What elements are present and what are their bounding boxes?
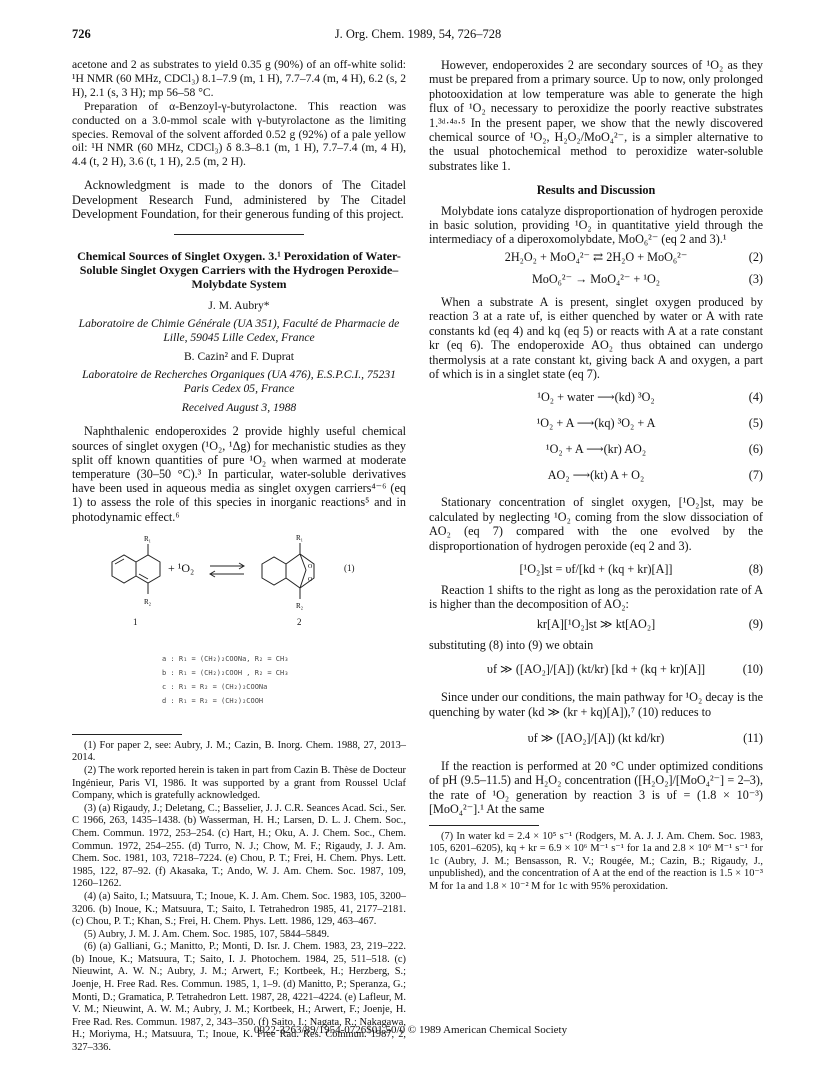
equation: [¹O₂]st = υf/[kd + (kq + kr)[A]] (8) [519,561,763,576]
body-paragraph: substituting (8) into (9) we obtain [429,637,594,652]
footnote: (5) Aubry, J. M. J. Am. Chem. Soc. 1985, 107, 5844–5849. [84,928,330,940]
equation: ¹O₂ + water ⟶(kd) ³O₂ (4) [537,390,763,405]
svg-text:R₁: R₁ [296,533,304,542]
equation: kr[A][¹O₂]st ≫ kt[AO₂] (9) [536,616,763,631]
previous-article-paragraph: acetone and 2 as substrates to yield 0.35 g (90%) of an off-white solid: ¹H NMR (60 MHz, CDCl₃) 8.1–7.9 (m, 1 H), 7.7–7.4 (m, 4 H), 6.2 (s, 2 H), 2.1 (s, 3 H); mp 56–58 °C. [72,58,406,99]
footnote: (2) The work reported herein is taken in part from Cazin B. Thèse de Docteur Ingénieur, Paris VI, 1986. It was supported by a grant from Roussel Uclaf Company, which is gratefully acknowledged. [72,764,406,802]
article-title: Chemical Sources of Singlet Oxygen. 3.¹ Peroxidation of Water-Soluble Singlet Oxygen Carriers with the Hydrogen Peroxide–Molybdate System [77,249,401,292]
compound-definition: b : R₁ = (CH₂)₂COOH , R₂ = CH₃ [162,668,289,677]
acknowledgment: Acknowledgment is made to the donors of The Citadel Development Research Fund, administered by The Citadel Development Foundation, for their generous funding of this project. [72,178,406,222]
compound-list [162,652,406,708]
equation-number: (1) [344,562,355,573]
author: B. Cazin² and F. Duprat [183,349,295,363]
svg-text:R₂: R₂ [144,597,152,606]
svg-text:R₁: R₁ [144,534,152,543]
article-divider [174,234,304,235]
svg-text:R₂: R₂ [296,601,304,610]
reaction-scheme [72,532,406,652]
equation: 2H₂O₂ + MoO₄²⁻ ⇄ 2H₂O + MoO₆²⁻ (2) [504,249,763,264]
compound-label: 1 [133,616,138,627]
page-header [72,27,764,43]
footnote-divider [72,734,182,735]
body-paragraph: Molybdate ions catalyze disproportionation of hydrogen peroxide in basic solution, providing ¹O₂ in quantitative yield through the intermediacy of a diperoxomolybdate, MoO₆²⁻ (eq 2 and 3).¹ [429,203,763,247]
footnote-divider [429,825,539,826]
compound-definition: d : R₁ = R₂ = (CH₂)₂COOH [162,696,264,705]
left-column [72,58,406,1055]
equation: AO₂ ⟶(kt) A + O₂ (7) [547,468,763,483]
page-number: 726 [72,27,91,41]
footnote: (6) (a) Galliani, G.; Manitto, P.; Monti, D. Isr. J. Chem. 1983, 23, 219–222. (b) Inoue, K.; Matsuura, T.; Saito, I. J. Photochem. 1984, 25, 511–518. (c) Nieuwint, A. W. N.; Aubry, J. M.; Arwert, F.; Kortbeek, H.; Herzberg, S.; Joenje, H. Free Rad. Res. Commun. 1985, 1, 1–9. (d) Manitto, P.; Speranza, G.; Monti, D.; Gramatica, P. Tetrahedron Lett. 1987, 28, 4221–4224. (e) Lafleur, M. V. M.; Nieuwint, A. W. M.; Aubry, J. M.; Kortbeek, H.; Arwert, F.; Joenje, H. Free Rad. Res. Commun. 1987, 2, 343–350. (f) Saito, I.; Nagata, R.; Nakagawa, H.; Moriyma, H.; Matsuura, T.; Inoue, K. Free Rad. Res. Commun. 1987, 2, 327–336. [72,941,406,1054]
compound-definition: c : R₁ = R₂ = (CH₂)₂COONa [162,682,268,691]
footnote: (7) In water kd = 2.4 × 10⁵ s⁻¹ (Rodgers, M. A. J. J. Am. Chem. Soc. 1983, 105, 6201–6205), kq + kr = 6.9 × 10⁶ M⁻¹ s⁻¹ for 1a and 2.8 × 10⁶ M⁻¹ s⁻¹ for 1c (Aubry, J. M.; Bensasson, R. V.; Rougée, M.; Cazin, B.; Rigaudy, J., unpublished), and the concentration of A at the end of the reaction is 1.5 × 10⁻³ M for 1a and 1.8 × 10⁻² M for 1c with 95% peroxidation. [429,830,763,892]
body-paragraph: Reaction 1 shifts to the right as long as the peroxidation rate of A is higher than the decomposition of AO₂: [429,582,763,612]
affiliation: Laboratoire de Recherches Organiques (UA 476), E.S.P.C.I., 75231 Paris Cedex 05, France [82,367,396,395]
equation: ¹O₂ + A ⟶(kq) ³O₂ + A (5) [536,416,763,431]
previous-article-paragraph: Preparation of α-Benzoyl-γ-butyrolactone. This reaction was conducted on a 3.0-mmol scale with γ-butyrolactone as the limiting species. Removal of the solvent afforded 0.52 g (92%) of a pale yellow oil: ¹H NMR (60 MHz, CDCl₃) δ 8.3–8.1 (m, 1 H), 7.7–7.4 (m, 4 H), 4.4 (t, 2 H), 3.6 (t, 1 H), 2.5 (m, 2 H). [72,99,406,169]
svg-text:O: O [308,576,313,583]
svg-text:O: O [308,563,313,570]
equation: MoO₆²⁻ → MoO₄²⁻ + ¹O₂ (3) [531,271,763,286]
received-date: Received August 3, 1988 [181,401,297,415]
page-footer: 0022-3263/89/1954-0726$01.50/0 © 1989 American Chemical Society [253,1024,568,1036]
affiliation: Laboratoire de Chimie Générale (UA 351), Faculté de Pharmacie de Lille, 59045 Lille Cedex, France [78,316,400,344]
section-heading: Results and Discussion [536,183,656,198]
body-paragraph: Since under our conditions, the main pathway for ¹O₂ decay is the quenching by water (kd ≫ (kr + kq)[A]),⁷ (10) reduces to [429,690,763,719]
compound-label: 2 [297,616,302,627]
journal-reference: J. Org. Chem. 1989, 54, 726–728 [334,27,502,41]
right-column [429,58,763,894]
equation: ¹O₂ + A ⟶(kr) AO₂ (6) [545,442,763,457]
intro-paragraph: Naphthalenic endoperoxides 2 provide highly useful chemical sources of singlet oxygen (¹O₂, ¹Δg) for mechanistic studies as they split off known quantities of pure ¹O₂ when warmed at moderate temperature (30–50 °C).³ In particular, water-soluble derivatives have been used in aqueous media as singlet oxygen carriers⁴⁻⁶ (eq 1) to assess the role of this species in inorganic reactions⁵ and in photodynamic effect.⁶ [72,424,406,524]
body-paragraph: When a substrate A is present, singlet oxygen produced by reaction 3 at a rate υf, is either quenched by water or A with rate constants kd (eq 4) and kq (eq 5) or reacts with A at a rate constant kr (eq 6). The endoperoxide AO₂ thus obtained can undergo thermolysis at a rate constant kt, giving back A and oxygen, a part of which is in a singlet state (eq 7). [429,294,763,381]
body-paragraph: Stationary concentration of singlet oxygen, [¹O₂]st, may be calculated by neglecting ¹O₂ coming from the slow dissociation of AO₂ (eq 7) compared with the one evolved by the disproportionation of hydrogen peroxide (eq 2 and 3). [429,495,763,553]
body-paragraph: If the reaction is performed at 20 °C under optimized conditions of pH (9.5–11.5) and H₂O₂ concentration ([H₂O₂]/[MoO₄²⁻] = 2–3), the rate of ¹O₂ generation by reaction 3 is υf = (1.8 × 10⁻³)[MoO₄²⁻].¹ At the same [429,758,763,817]
equation: υf ≫ ([AO₂]/[A]) (kt kd/kr) (11) [527,730,763,745]
body-paragraph: However, endoperoxides 2 are secondary sources of ¹O₂ as they must be prepared from a primary source. Up to now, only prolonged photooxidation at low temperature was able to generate the high flux of ¹O₂ necessary to peroxidize the poorly reactive substrates 1.³ᵈ·⁴ᵃ·⁵ In the present paper, we show that the newly discovered chemical source of ¹O₂, H₂O₂/MoO₄²⁻, is a simpler alternative to the usual photochemical method to peroxidize water-soluble substrates like 1. [429,58,763,173]
footnote: (4) (a) Saito, I.; Matsuura, T.; Inoue, K. J. Am. Chem. Soc. 1983, 105, 3200–3206. (b) Inoue, K.; Matsuura, T.; Saito, I. Tetrahedron 1985, 41, 2177–2181. (c) Chou, P. T.; Khan, S.; Frei, H. Chem. Phys. Lett. 1986, 129, 463–467. [72,890,406,928]
compound-definition: a : R₁ = (CH₂)₂COONa, R₂ = CH₃ [162,654,289,663]
equation: υf ≫ ([AO₂]/[A]) (kt/kr) [kd + (kq + kr)[A]] (10) [486,662,763,677]
footnotes [72,740,406,1055]
author: J. M. Aubry* [208,299,270,313]
benzene-ring [262,557,286,585]
singlet-oxygen-label: + ¹O₂ [168,560,195,575]
naphthalene-scheme-drawing [72,532,406,652]
footnote: (3) (a) Rigaudy, J.; Deletang, C.; Basselier, J. J. C.R. Seances Acad. Sci., Ser. C 1966, 263, 1435–1438. (b) Wasserman, H. H.; Larsen, D. L. J. Chem. Soc., Chem. Commun. 1972, 253–254. (c) Hart, H.; Oku, A. J. Chem. Soc., Chem. Commun. 1972, 254–255. (d) Turro, N. J.; Chow, M. F.; Rigaudy, J. J. Am. Chem. Soc. 1981, 103, 7218–7224. (e) Chou, P. T.; Frei, H. Chem. Phys. Lett. 1985, 122, 87–92. (f) Akasaka, T.; Ando, W. J. Am. Chem. Soc. 1987, 109, 1260–1262. [72,802,406,890]
footnote: (1) For paper 2, see: Aubry, J. M.; Cazin, B. Inorg. Chem. 1988, 27, 2013–2014. [72,739,406,764]
